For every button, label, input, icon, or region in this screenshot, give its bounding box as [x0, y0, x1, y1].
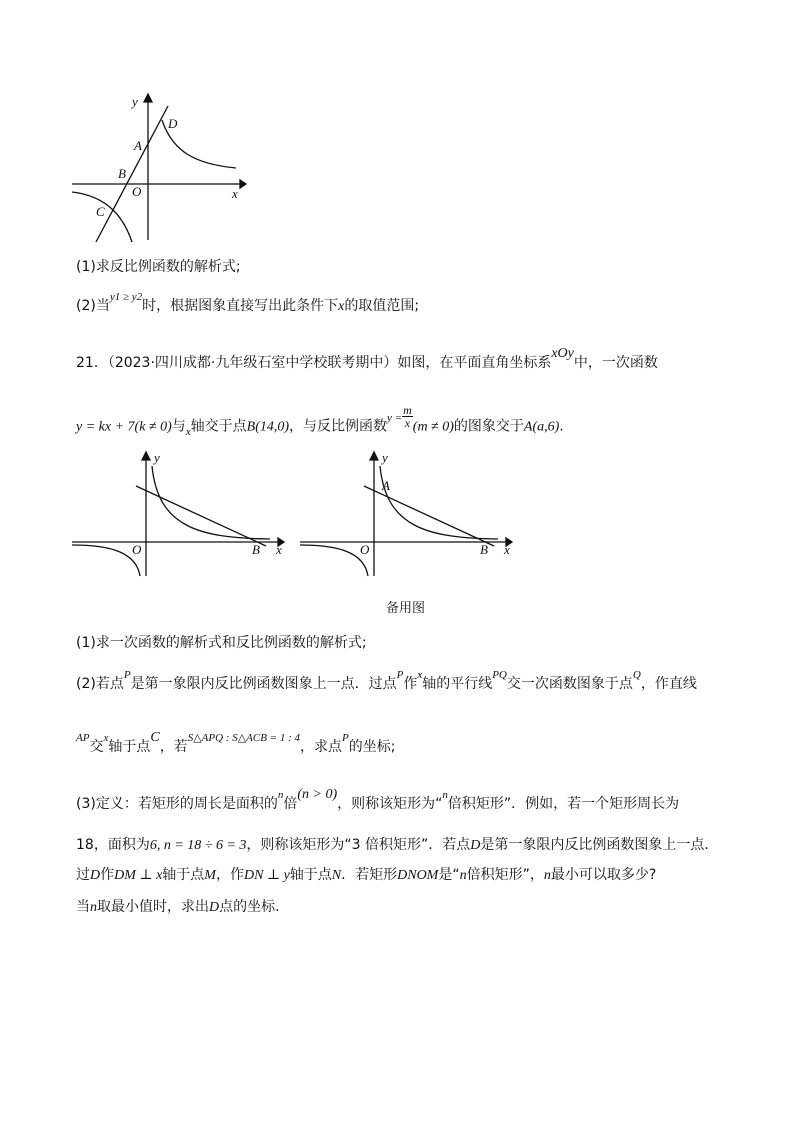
area-ratio: S△APQ : S△ACB = 1 : 4: [187, 732, 301, 744]
label-O: O: [360, 542, 370, 557]
q20-var-x: x: [338, 299, 345, 314]
var-x: x: [417, 669, 423, 681]
inverse-function-condition: (m ≠ 0): [412, 419, 454, 435]
q20-part1: [76, 257, 241, 277]
hyperbola-branch-1: [152, 466, 270, 539]
p3a: 交: [89, 739, 104, 755]
label-D: D: [168, 116, 178, 131]
var-n-2: n: [442, 789, 448, 801]
q20-part2-c: 的取值范围;: [344, 298, 420, 314]
linear-function-expr: y = kx + 7(k ≠ 0): [76, 419, 172, 435]
var-D-3: D: [209, 900, 220, 915]
q20-part2: [76, 291, 420, 317]
fraction-numerator: m: [403, 403, 412, 417]
label-x: x: [504, 542, 510, 557]
q5c: ，作: [215, 867, 244, 883]
part-1: [76, 633, 367, 653]
q21-heading: [76, 346, 658, 374]
part-1-text: (1)求一次函数的解析式和反比例函数的解析式;: [76, 635, 367, 651]
var-n-3: n: [459, 868, 467, 883]
var-C: C: [150, 730, 160, 745]
y-axis-arrow: [142, 452, 150, 460]
q21-l2-d: ，与反比例函数: [289, 418, 388, 435]
q5-zuo: 作: [100, 867, 115, 883]
q5h: 最小可以取多少?: [550, 867, 657, 883]
var-D: D: [470, 838, 481, 853]
var-Q: Q: [632, 669, 641, 681]
rect-DNOM: DNOM: [397, 868, 439, 883]
q21-l2-x: x: [185, 425, 191, 438]
q21-heading-text-2: 中，一次函数: [573, 355, 658, 371]
y-axis-arrow: [144, 94, 152, 102]
example-expr: 6, n = 18 ÷ 6 = 3: [149, 838, 247, 853]
figure-3: [298, 448, 518, 578]
q5f: 是“: [438, 867, 460, 883]
figure-caption: 备用图: [386, 601, 426, 616]
q3d: 倍积矩形”．例如，若一个矩形周长为: [447, 796, 680, 812]
hyperbola-branch-2: [300, 545, 368, 576]
q5g: 倍积矩形”，: [466, 867, 544, 883]
q5d: 轴于点: [289, 867, 332, 883]
var-x-2: x: [103, 732, 109, 744]
label-y: y: [382, 450, 388, 465]
q20-part2-b: 时，根据图象直接写出此条件下: [142, 298, 339, 314]
p2a: (2)若点: [76, 676, 124, 692]
hyperbola-branch-2: [72, 545, 140, 576]
var-D-2: D: [90, 868, 101, 883]
linear-graph: [364, 486, 494, 546]
var-AP: AP: [76, 732, 90, 744]
q6b: 取最小值时，求出: [97, 899, 209, 915]
label-B: B: [118, 166, 126, 181]
inverse-function-y: y =: [387, 411, 403, 424]
p2e: 交一次函数图象于点: [506, 676, 633, 692]
part-3-line-3: [76, 865, 656, 886]
q5b: 轴于点: [162, 867, 205, 883]
p2d: 轴的平行线: [422, 676, 493, 692]
linear-graph: [96, 106, 168, 242]
figure-1: [68, 92, 248, 252]
label-x: x: [232, 186, 238, 201]
linear-graph: [136, 486, 266, 546]
p3c: ，若: [159, 739, 188, 755]
var-M: M: [204, 868, 216, 883]
label-A: A: [382, 478, 390, 493]
q20-part2-a: (2)当: [76, 298, 110, 314]
label-B: B: [252, 542, 260, 557]
label-y: y: [154, 450, 160, 465]
var-n-5: n: [90, 900, 97, 915]
q20-condition: y1 ≥ y2: [109, 291, 143, 303]
label-y: y: [132, 94, 138, 109]
var-PQ: PQ: [492, 669, 507, 681]
p3b: 轴于点: [108, 739, 151, 755]
var-n-4: n: [543, 868, 551, 883]
q4b: ，则称该矩形为“3 倍积矩形”．若点: [246, 837, 471, 853]
label-O: O: [132, 184, 142, 199]
q5e: ．若矩形: [341, 867, 398, 883]
hyperbola-branch-1: [380, 466, 498, 539]
part-2-line-1: [76, 669, 697, 695]
var-P: P: [123, 669, 131, 681]
q3b: 倍: [283, 796, 298, 812]
q6a: 当: [76, 899, 90, 915]
q20-part1-text: (1)求反比例函数的解析式;: [76, 259, 241, 275]
part-3-line-2: [76, 835, 718, 856]
p2f: ，作直线: [640, 676, 697, 692]
label-A: A: [134, 138, 142, 153]
x-axis-arrow: [240, 180, 246, 188]
p3d: ，求点: [300, 739, 343, 755]
label-B: B: [480, 542, 488, 557]
part-3-line-4: [76, 897, 280, 918]
label-O: O: [132, 542, 142, 557]
var-N: N: [331, 868, 342, 883]
point-A-expr: A(a,6): [523, 419, 560, 435]
label-x: x: [276, 542, 282, 557]
part-3-line-1: [76, 787, 680, 815]
n-condition: (n > 0): [297, 787, 338, 802]
DN-perp-y: DN ⊥ y: [243, 868, 290, 883]
point-B-expr: B(14,0): [246, 419, 290, 435]
label-C: C: [96, 204, 105, 219]
q21-line-2: [76, 403, 564, 439]
q3c: ，则称该矩形为“: [337, 796, 443, 812]
q21-l2-b: 与: [171, 418, 186, 435]
p3e: 的坐标;: [348, 739, 396, 755]
q21-heading-text: 21．（2023·四川成都·九年级石室中学校联考期中）如图，在平面直角坐标系: [76, 355, 552, 371]
p2b: 是第一象限内反比例函数图象上一点．过点: [130, 676, 397, 692]
inverse-function-fraction: [402, 404, 413, 429]
DM-perp-x: DM ⊥ x: [114, 868, 163, 883]
part-2-line-2: [76, 730, 396, 758]
q5a: 过: [76, 867, 90, 883]
fraction-denominator: x: [404, 416, 411, 430]
figure-2: [70, 448, 290, 578]
q21-l2-e: 的图象交于: [453, 418, 524, 435]
y-axis-arrow: [370, 452, 378, 460]
var-n: n: [277, 789, 284, 801]
q4c: 是第一象限内反比例函数图象上一点．: [480, 837, 719, 853]
p2c: 作: [403, 676, 418, 692]
q3a: (3)定义：若矩形的周长是面积的: [76, 796, 278, 812]
var-P-3: P: [342, 732, 349, 744]
q21-l2-c: 轴交于点: [190, 418, 247, 435]
q6c: 点的坐标.: [219, 899, 280, 915]
var-P-2: P: [396, 669, 404, 681]
q21-l2-f: .: [559, 418, 564, 435]
q21-coord-system: xOy: [551, 346, 574, 361]
q4a: 18，面积为: [76, 837, 150, 853]
